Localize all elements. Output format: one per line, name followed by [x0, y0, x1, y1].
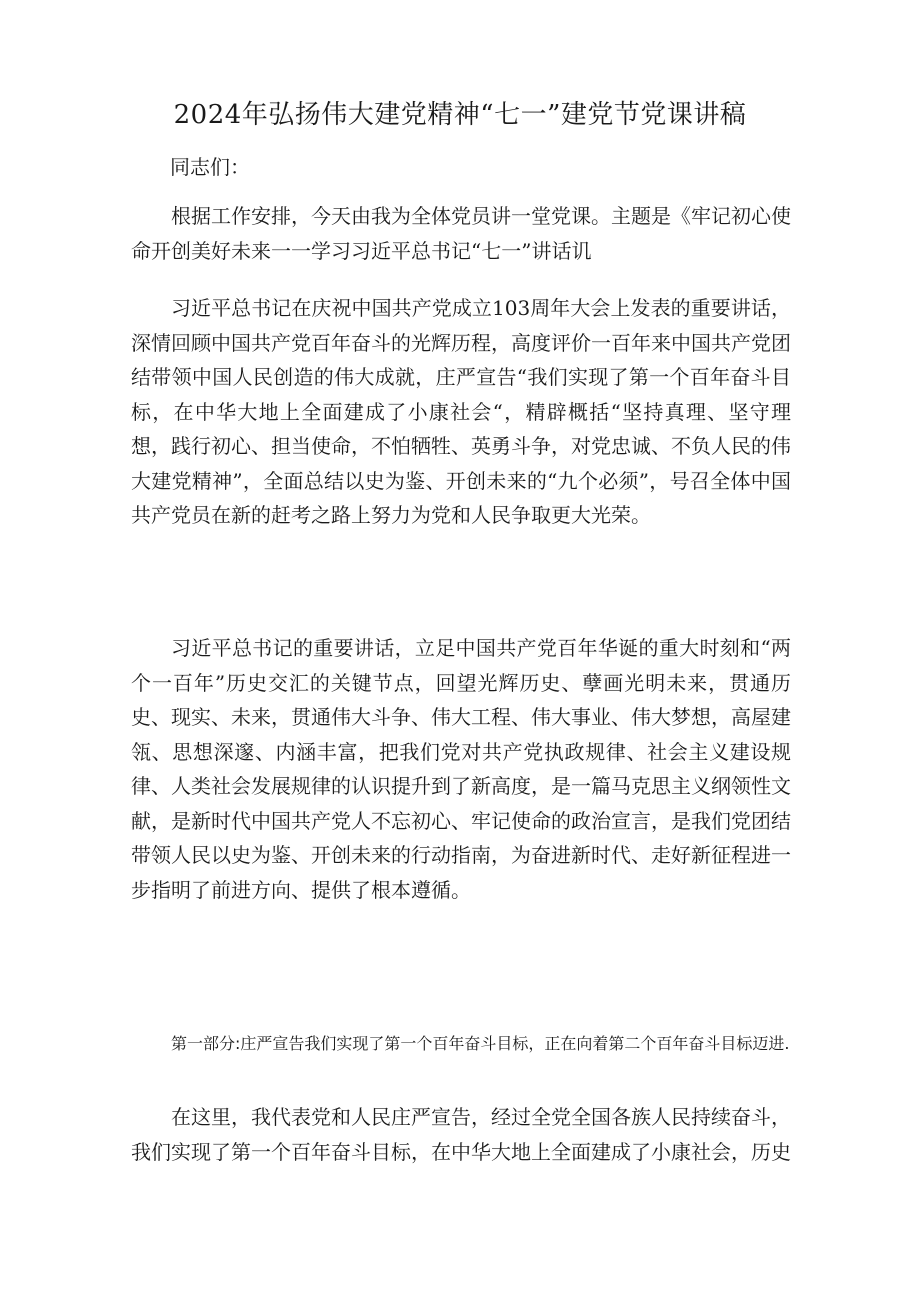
paragraph-speech-summary: 习近平总书记在庆祝中国共产党成立103周年大会上发表的重要讲话，深情回顾中国共产党百年奋斗的光辉历程，高度评价一百年来中国共产党团结带领中国人民创造的伟大成就，庄严宣告“我们实现了第一个百年奋斗目标，在中华大地上全面建成了小康社会“，精辟概括“坚持真理、坚守理想，践行初心、担当使命，不怕牺牲、英勇斗争，对党忠诚、不负人民的伟大建党精神”，全面总结以史为鉴、开创未来的“九个必须”，号召全体中国共产党员在新的赶考之路上努力为党和人民争取更大光荣。 — [131, 296, 791, 527]
document-title: 2024年弘扬伟大建党精神“七一”建党节党课讲稿 — [173, 100, 747, 130]
paragraph-intro: 根据工作安排，今天由我为全体党员讲一堂党课。主题是《牢记初心使命开创美好未来一一学习习近平总书记“七一”讲话讥 — [131, 204, 791, 263]
paragraph-part-one-body: 在这里，我代表党和人民庄严宣告，经过全党全国各族人民持续奋斗，我们实现了第一个百年奋斗目标，在中华大地上全面建成了小康社会，历史 — [131, 1105, 791, 1164]
salutation: 同志们： — [170, 155, 250, 179]
paragraph-speech-significance: 习近平总书记的重要讲话，立足中国共产党百年华诞的重大时刻和“两个一百年”历史交汇的关键节点，回望光辉历史、孽画光明未来，贯通历史、现实、未来，贯通伟大斗争、伟大工程、伟大事业、伟大梦想，高屋建瓴、思想深邃、内涵丰富，把我们党对共产党执政规律、社会主义建设规律、人类社会发展规律的认识提升到了新高度，是一篇马克思主义纲领性文献，是新时代中国共产党人不忘初心、牢记使命的政治宣言，是我们党团结带领人民以史为鉴、开创未来的行动指南，为奋进新时代、走好新征程进一步指明了前进方向、提供了根本遵循。 — [131, 636, 791, 902]
section-heading-part-one: 第一部分:庄严宣告我们实现了第一个百年奋斗目标，正在向着第二个百年奋斗目标迈进. — [171, 1034, 790, 1053]
